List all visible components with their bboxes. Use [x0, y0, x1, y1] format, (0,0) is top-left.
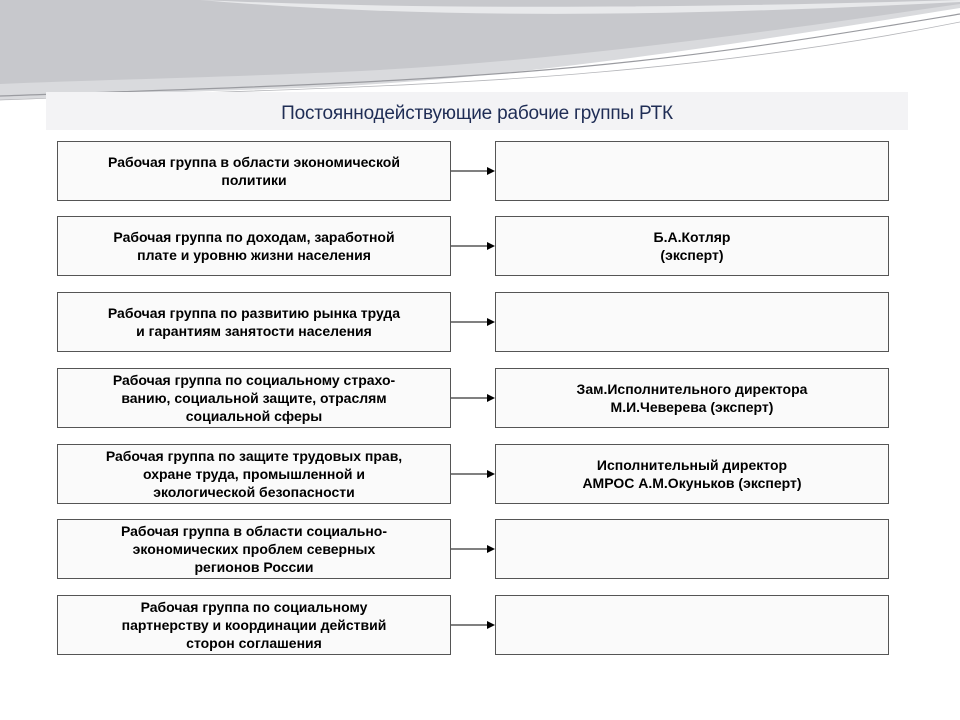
member-box-6 [495, 519, 889, 579]
member-box-1 [495, 141, 889, 201]
group-box-1: Рабочая группа в области экономической политики [57, 141, 451, 201]
member-box-5: Исполнительный директор АМРОС А.М.Окуньков (эксперт) [495, 444, 889, 504]
group-box-3: Рабочая группа по развитию рынка труда и гарантиям занятости населения [57, 292, 451, 352]
member-box-7 [495, 595, 889, 655]
group-box-5: Рабочая группа по защите трудовых прав, охране труда, промышленной и экологической безопасности [57, 444, 451, 504]
group-box-4: Рабочая группа по социальному страхо- ванию, социальной защите, отраслям социальной сферы [57, 368, 451, 428]
group-box-6: Рабочая группа в области социально- экономических проблем северных регионов России [57, 519, 451, 579]
group-box-2: Рабочая группа по доходам, заработной плате и уровню жизни населения [57, 216, 451, 276]
page-title: Постояннодействующие рабочие группы РТК [281, 103, 673, 124]
member-box-4: Зам.Исполнительного директора М.И.Чеверева (эксперт) [495, 368, 889, 428]
group-box-7: Рабочая группа по социальному партнерству и координации действий сторон соглашения [57, 595, 451, 655]
member-box-2: Б.А.Котляр (эксперт) [495, 216, 889, 276]
member-box-3 [495, 292, 889, 352]
